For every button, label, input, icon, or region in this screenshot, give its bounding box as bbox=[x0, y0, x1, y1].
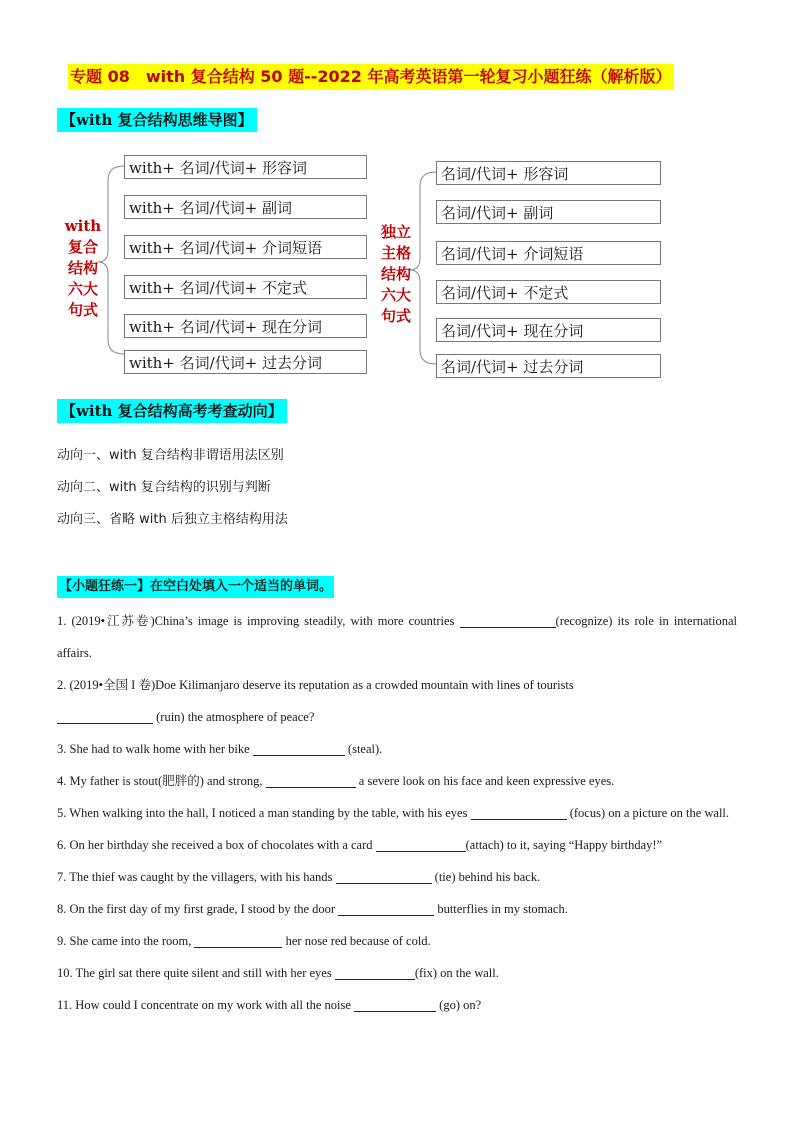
heading-trends: 【with 复合结构高考考查动向】 bbox=[57, 399, 287, 423]
trend-item: 动向三、省略 with 后独立主格结构用法 bbox=[57, 512, 288, 527]
mindmap-left-item: with+ 名词/代词+ 不定式 bbox=[124, 275, 367, 299]
mindmap-right-item: 名词/代词+ 不定式 bbox=[436, 280, 661, 304]
answer-blank[interactable] bbox=[471, 805, 567, 820]
answer-blank[interactable] bbox=[376, 837, 466, 852]
mindmap-right-item: 名词/代词+ 过去分词 bbox=[436, 354, 661, 378]
answer-blank[interactable] bbox=[335, 965, 415, 980]
question-item: 6. On her birthday she received a box of chocolates with a card (attach) to it, saying “Happy birthday!” bbox=[57, 838, 663, 852]
trend-item: 动向一、with 复合结构非谓语用法区别 bbox=[57, 448, 284, 463]
trend-item: 动向二、with 复合结构的识别与判断 bbox=[57, 480, 271, 495]
question-item: 7. The thief was caught by the villagers, with his hands (tie) behind his back. bbox=[57, 870, 541, 884]
question-item: 2. (2019•全国 I 卷)Doe Kilimanjaro deserve its reputation as a crowded mountain with lines of tourists (ruin) the atmosphere of peace? bbox=[57, 678, 574, 724]
question-item: 4. My father is stout(肥胖的) and strong, a severe look on his face and keen expressive eyes. bbox=[57, 774, 615, 788]
mindmap-left-item: with+ 名词/代词+ 副词 bbox=[124, 195, 367, 219]
mindmap-right-item: 名词/代词+ 介词短语 bbox=[436, 241, 661, 265]
question-item: 10. The girl sat there quite silent and still with her eyes (fix) on the wall. bbox=[57, 966, 499, 980]
question-item: 3. She had to walk home with her bike (steal). bbox=[57, 742, 383, 756]
mindmap-left-item: with+ 名词/代词+ 现在分词 bbox=[124, 314, 367, 338]
page-title: 专题 08 with 复合结构 50 题--2022 年高考英语第一轮复习小题狂练（解析版） bbox=[68, 64, 674, 90]
mindmap-right-label: 独立 主格 结构 六大 句式 bbox=[380, 223, 411, 325]
question-item: 9. She came into the room, her nose red because of cold. bbox=[57, 934, 431, 948]
mindmap-left-item: with+ 名词/代词+ 过去分词 bbox=[124, 350, 367, 374]
answer-blank[interactable] bbox=[194, 933, 282, 948]
question-item: 5. When walking into the hall, I noticed a man standing by the table, with his eyes (focus) on a picture on the wall. bbox=[57, 806, 730, 820]
mindmap-left-label: with 复合 结构 六大 句式 bbox=[64, 217, 102, 319]
exercise-section-title: 【小题狂练一】在空白处填入一个适当的单词。 bbox=[57, 576, 334, 598]
answer-blank[interactable] bbox=[460, 613, 556, 628]
mindmap-right-item: 名词/代词+ 现在分词 bbox=[436, 318, 661, 342]
answer-blank[interactable] bbox=[338, 901, 434, 916]
answer-blank[interactable] bbox=[253, 741, 345, 756]
mindmap-right-item: 名词/代词+ 副词 bbox=[436, 200, 661, 224]
question-item: 11. How could I concentrate on my work with all the noise (go) on? bbox=[57, 998, 482, 1012]
mindmap-left-item: with+ 名词/代词+ 介词短语 bbox=[124, 235, 367, 259]
answer-blank[interactable] bbox=[336, 869, 432, 884]
answer-blank[interactable] bbox=[57, 709, 153, 724]
mindmap-right-item: 名词/代词+ 形容词 bbox=[436, 161, 661, 185]
question-item: 1. (2019•江苏卷)China’s image is improving steadily, with more countries (recognize) its role in international affairs. bbox=[57, 614, 737, 660]
mindmap bbox=[0, 0, 794, 400]
mindmap-connectors bbox=[0, 0, 794, 400]
answer-blank[interactable] bbox=[354, 997, 436, 1012]
question-item: 8. On the first day of my first grade, I stood by the door butterflies in my stomach. bbox=[57, 902, 568, 916]
heading-mindmap: 【with 复合结构思维导图】 bbox=[57, 108, 257, 132]
question-list bbox=[57, 605, 737, 1021]
mindmap-left-item: with+ 名词/代词+ 形容词 bbox=[124, 155, 367, 179]
answer-blank[interactable] bbox=[266, 773, 356, 788]
